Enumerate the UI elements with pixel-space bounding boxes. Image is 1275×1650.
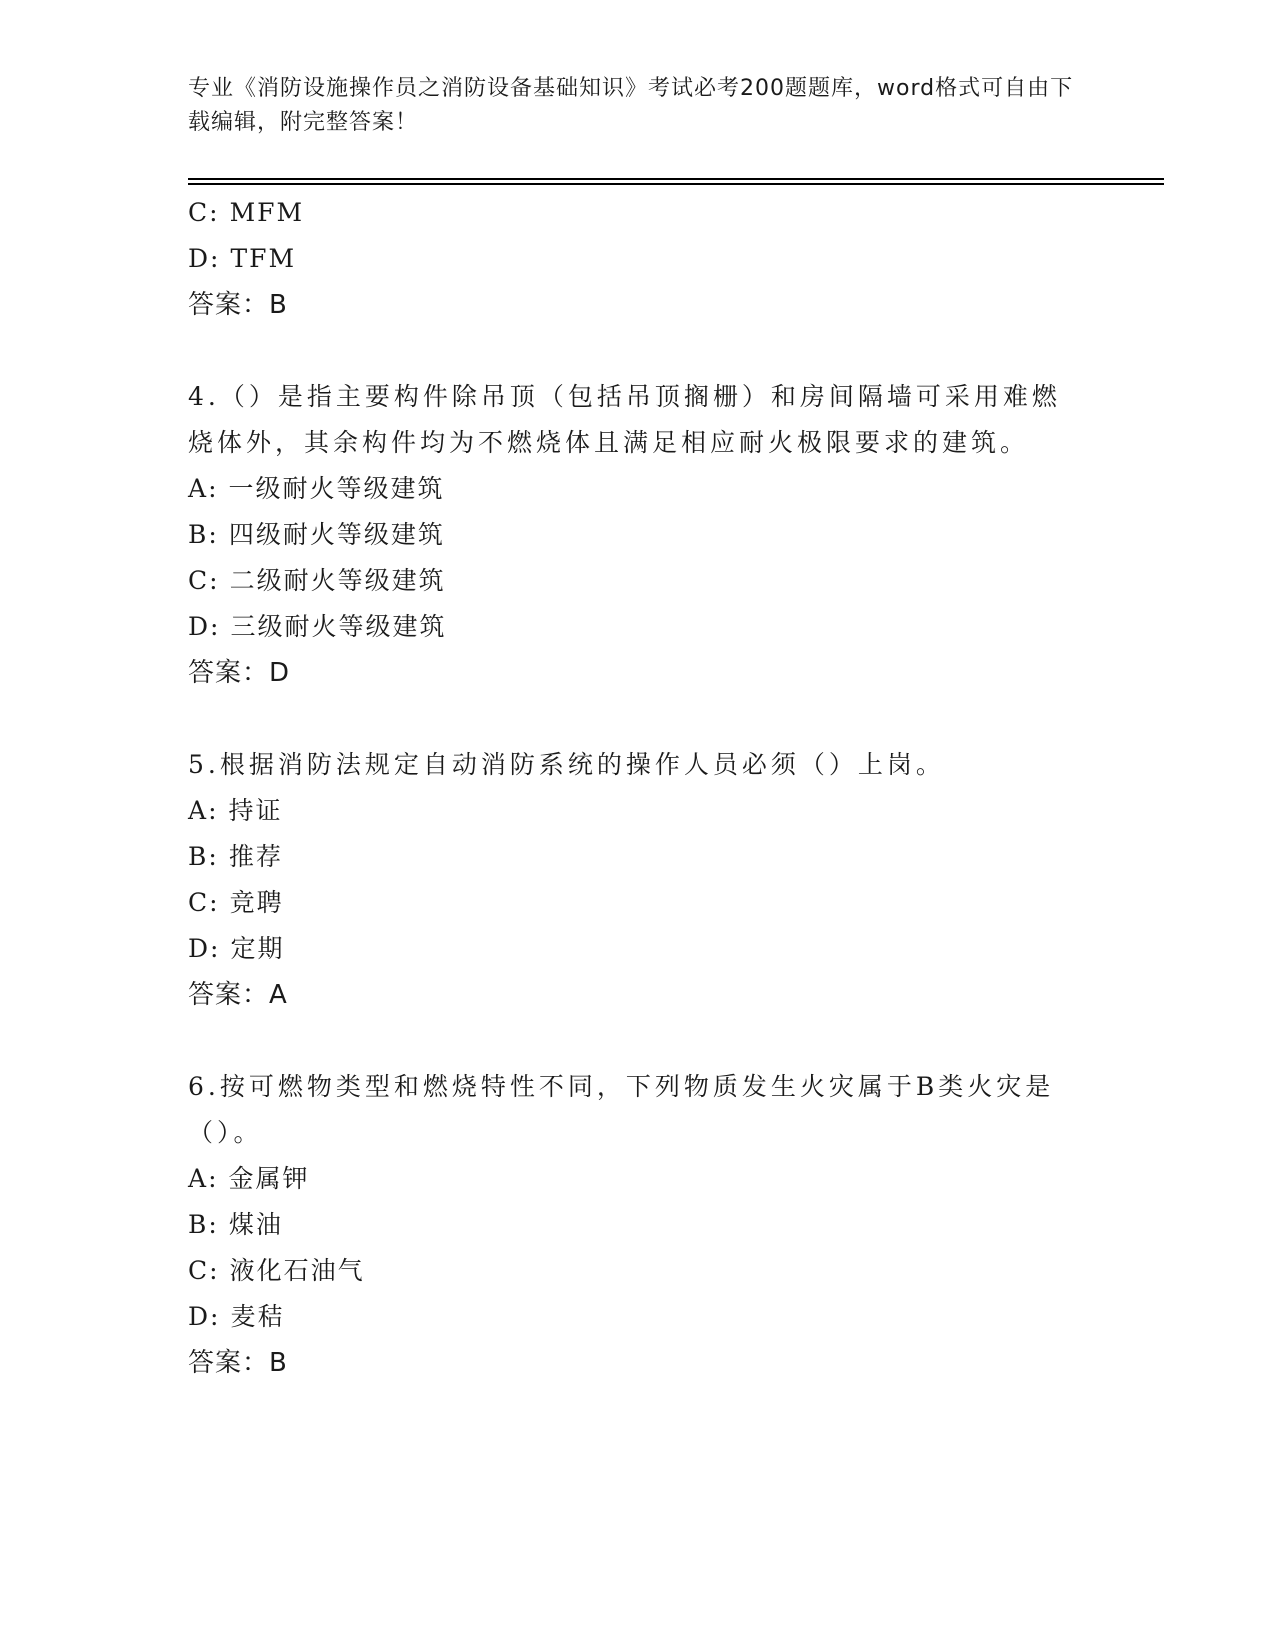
option-letter: C	[188, 198, 210, 227]
question-stem: 6.按可燃物类型和燃烧特性不同，下列物质发生火灾属于B类火灾是（）。	[188, 1072, 1055, 1147]
option-letter: B	[188, 1210, 209, 1239]
option-separator: :	[208, 842, 219, 871]
option-text: 四级耐火等级建筑	[228, 520, 445, 549]
option-text: 二级耐火等级建筑	[229, 566, 446, 595]
option-text: 麦秸	[230, 1302, 285, 1331]
option-item	[188, 1294, 1088, 1340]
header-divider-top	[188, 178, 1164, 180]
option-separator: :	[208, 796, 219, 825]
option-text: 持证	[228, 796, 283, 825]
option-item	[188, 558, 1088, 604]
option-item	[188, 788, 1088, 834]
answer-line: 答案：A	[188, 980, 288, 1010]
option-item	[188, 190, 1088, 236]
question-continuation	[188, 190, 1088, 328]
option-text: MFM	[229, 198, 305, 227]
option-item	[188, 834, 1088, 880]
option-letter: D	[188, 934, 211, 963]
option-separator: :	[209, 198, 220, 227]
option-text: 金属钾	[228, 1164, 310, 1193]
option-letter: D	[188, 244, 211, 273]
option-item	[188, 1248, 1088, 1294]
question-stem: 4.（）是指主要构件除吊顶（包括吊顶搁栅）和房间隔墙可采用难燃烧体外，其余构件均为不燃烧体且满足相应耐火极限要求的建筑。	[188, 382, 1061, 457]
document-header: 专业《消防设施操作员之消防设备基础知识》考试必考200题题库，word格式可自由下载编辑，附完整答案！	[188, 76, 1074, 135]
header-divider-bottom	[188, 183, 1164, 185]
option-letter: B	[188, 842, 209, 871]
question-list	[188, 190, 1088, 1386]
option-separator: :	[209, 1256, 220, 1285]
question-block	[188, 1064, 1088, 1386]
option-separator: :	[208, 1164, 219, 1193]
option-separator: :	[210, 612, 221, 641]
option-text: 煤油	[228, 1210, 283, 1239]
option-separator: :	[209, 888, 220, 917]
option-text: 液化石油气	[229, 1256, 365, 1285]
option-separator: :	[208, 1210, 219, 1239]
option-letter: A	[188, 796, 209, 825]
answer-line: 答案：B	[188, 1348, 288, 1378]
option-separator: :	[208, 474, 219, 503]
option-text: TFM	[230, 244, 297, 273]
option-item	[188, 604, 1088, 650]
option-item	[188, 466, 1088, 512]
option-separator: :	[208, 520, 219, 549]
option-text: 三级耐火等级建筑	[230, 612, 447, 641]
option-separator: :	[210, 244, 221, 273]
option-item	[188, 1202, 1088, 1248]
question-block	[188, 742, 1088, 1018]
option-letter: C	[188, 566, 210, 595]
option-separator: :	[210, 934, 221, 963]
answer-line: 答案：B	[188, 290, 288, 320]
question-stem: 5.根据消防法规定自动消防系统的操作人员必须（）上岗。	[188, 750, 945, 779]
option-item	[188, 880, 1088, 926]
option-text: 竞聘	[229, 888, 284, 917]
question-block	[188, 374, 1088, 696]
answer-line: 答案：D	[188, 658, 291, 688]
option-letter: D	[188, 612, 211, 641]
option-item	[188, 926, 1088, 972]
option-letter: A	[188, 1164, 209, 1193]
option-letter: C	[188, 888, 210, 917]
option-letter: D	[188, 1302, 211, 1331]
option-letter: C	[188, 1256, 210, 1285]
option-separator: :	[209, 566, 220, 595]
option-text: 一级耐火等级建筑	[228, 474, 445, 503]
option-item	[188, 512, 1088, 558]
option-item	[188, 1156, 1088, 1202]
option-letter: A	[188, 474, 209, 503]
option-item	[188, 236, 1088, 282]
option-text: 定期	[230, 934, 285, 963]
option-letter: B	[188, 520, 209, 549]
option-separator: :	[210, 1302, 221, 1331]
option-text: 推荐	[228, 842, 283, 871]
